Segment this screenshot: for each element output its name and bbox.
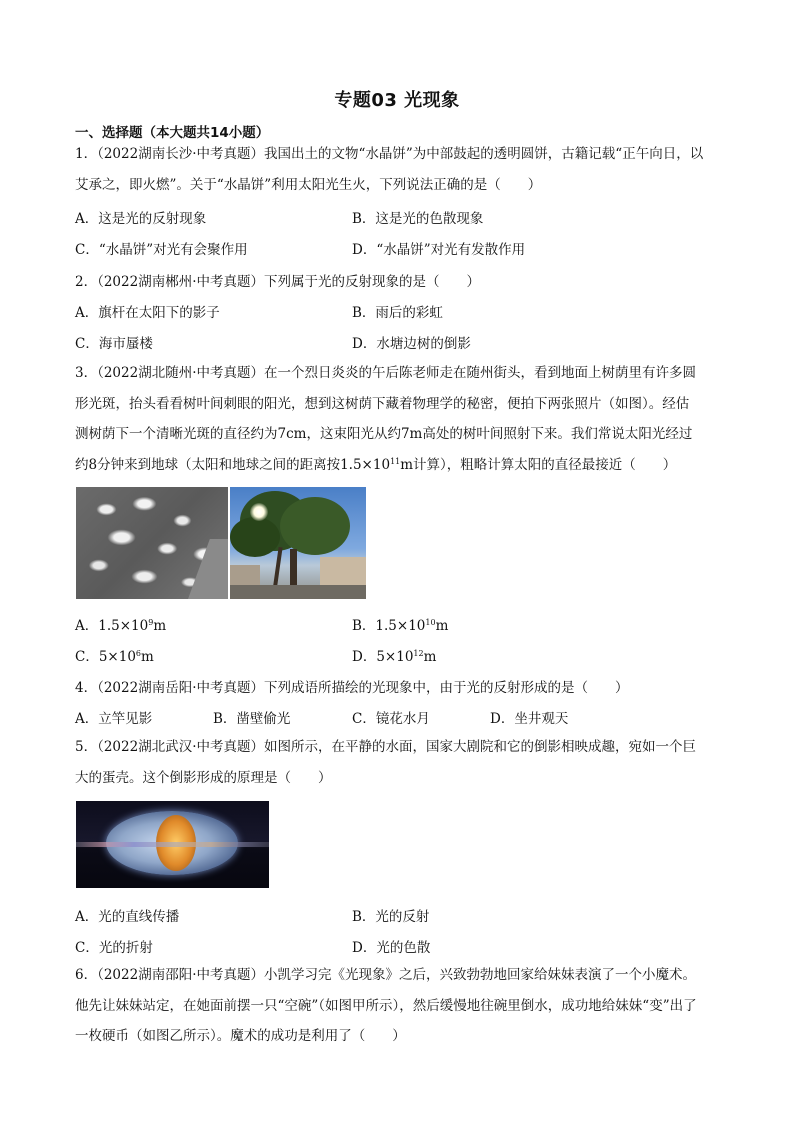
option-c[interactable]: C．光的折射 [75,940,153,956]
option-b[interactable]: B．$1.5\times 10^{10}m$ [352,618,449,634]
option-c[interactable]: C．镜花水月 [352,711,430,727]
option-c[interactable]: C．“水晶饼”对光有会聚作用 [75,242,248,258]
question-3-stem: 3．（2022湖北随州·中考真题）在一个烈日炎炎的午后陈老师走在随州街头，看到地面上树荫里有许多圆 形光斑，抬头看看树叶间刺眼的阳光，想到这树荫下藏着物理学的秘密，便拍下两张照片（如图）。经估 测树荫下一个清晰光斑的直径约为7cm，这束阳光从约7m高处的树叶间照射下来。我们常说太阳光经过 约8分钟来到地球（太阳和地球之间的距离按$1.5\times 10^{11}m$计算），粗略计算太阳的直径最接近（ ） [75,365,696,473]
exam-page: 专题03 光现象 一、选择题（本大题共14小题） 1．（2022湖南长沙·中考真题）我国出土的文物“水晶饼”为中部鼓起的透明圆饼，古籍记载“正午向日，以 艾承之，即火燃”。关于“水晶饼”利用太阳光生火，下列说法正确的是（ ） A．这是光的反射现象 B．这是光的色散现象 C．“水晶饼”对光有会聚作用 D．“水晶饼”对光有发散作用 2．（2022湖南郴州·中考真题）下列属于光的反射现象的是（ ） A．旗杆在太阳下的影子 B．雨后的彩虹 C．海市蜃楼 D．水塘边树的倒影 3．（2022湖北随州·中考真题）在一个烈日炎炎的午后陈老师走在随州街头，看到地面上树荫里有许多圆 形光斑，抬头看看树叶间刺眼的阳光，想到这树荫下藏着物理学的秘密，便拍下两张照片（如图）。经估 测树荫下一个清晰光斑的直径约为7cm，这束阳光从约7m高处的树叶间照射下来。我们常说太阳光经过 约8分钟来到地球（太阳和地球之间的距离按$1.5\times 10^{11}m$计算），粗略计算太阳的直径最接近（ ） A．$1.5\times 10^9m$ B．$1.5\times 10^{10}m$ C．$5\times 10^6m$ D．$5\times 10^{12}m$ 4．（2022湖南岳阳·中考真题）下列成语所描绘的光现象中，由于光的反射形成的是（ ） A．立竿见影 B．凿壁偷光 C．镜花水月 D．坐井观天 5．（2022湖北武汉·中考真题）如图所示，在平静的水面，国家大剧院和它的倒影相映成趣，宛如一个巨 大的蛋壳。这个倒影形成的原理是（ ） A．光的直线传播 B．光的反射 C．光的折射 D．光的色散 6．（2022湖南邵阳·中考真题）小凯学习完《光现象》之后，兴致勃勃地回家给妹妹表演了一个小魔术。 他先让妹妹站定，在她面前摆一只“空碗”（如图甲所示），然后缓慢地往碗里倒水，成功地给妹妹“变”出了 一枚硬币（如图乙所示）。魔术的成功是利用了（ ） [0,0,794,1123]
tree-shadow-light-spots-photo [76,487,228,599]
question-6-stem: 6．（2022湖南邵阳·中考真题）小凯学习完《光现象》之后，兴致勃勃地回家给妹妹表演了一个小魔术。 他先让妹妹站定，在她面前摆一只“空碗”（如图甲所示），然后缓慢地往碗里倒水，成功地给妹妹“变”出了 一枚硬币（如图乙所示）。魔术的成功是利用了（ ） [75,967,697,1044]
option-a[interactable]: A．旗杆在太阳下的影子 [75,305,220,321]
sun-glare [250,503,268,521]
national-theatre-reflection-photo [76,801,269,888]
option-d[interactable]: D．$5\times 10^{12}m$ [352,649,437,665]
question-5-stem: 5．（2022湖北武汉·中考真题）如图所示，在平静的水面，国家大剧院和它的倒影相映成趣，宛如一个巨 大的蛋壳。这个倒影形成的原理是（ ） [75,739,696,786]
option-b[interactable]: B．雨后的彩虹 [352,305,443,321]
option-a[interactable]: A．光的直线传播 [75,909,180,925]
question-1-stem: 1．（2022湖南长沙·中考真题）我国出土的文物“水晶饼”为中部鼓起的透明圆饼，古籍记载“正午向日，以 艾承之，即火燃”。关于“水晶饼”利用太阳光生火，下列说法正确的是（ ） [75,146,704,193]
page-title: 专题03 光现象 [334,90,460,111]
option-b[interactable]: B．光的反射 [352,909,430,925]
option-c[interactable]: C．$5\times 10^6m$ [75,649,154,665]
option-d[interactable]: D．坐井观天 [490,711,569,727]
option-d[interactable]: D．“水晶饼”对光有发散作用 [352,242,526,258]
section-heading: 一、选择题（本大题共14小题） [75,125,270,141]
tree-sunlight-photo [230,487,366,599]
option-a[interactable]: A．立竿见影 [75,711,153,727]
option-b[interactable]: B．这是光的色散现象 [352,211,484,227]
option-d[interactable]: D．光的色散 [352,940,431,956]
option-a[interactable]: A．这是光的反射现象 [75,211,207,227]
option-c[interactable]: C．海市蜃楼 [75,336,153,352]
option-b[interactable]: B．凿壁偷光 [213,711,291,727]
option-d[interactable]: D．水塘边树的倒影 [352,336,471,352]
option-a[interactable]: A．$1.5\times 10^9m$ [75,618,167,634]
